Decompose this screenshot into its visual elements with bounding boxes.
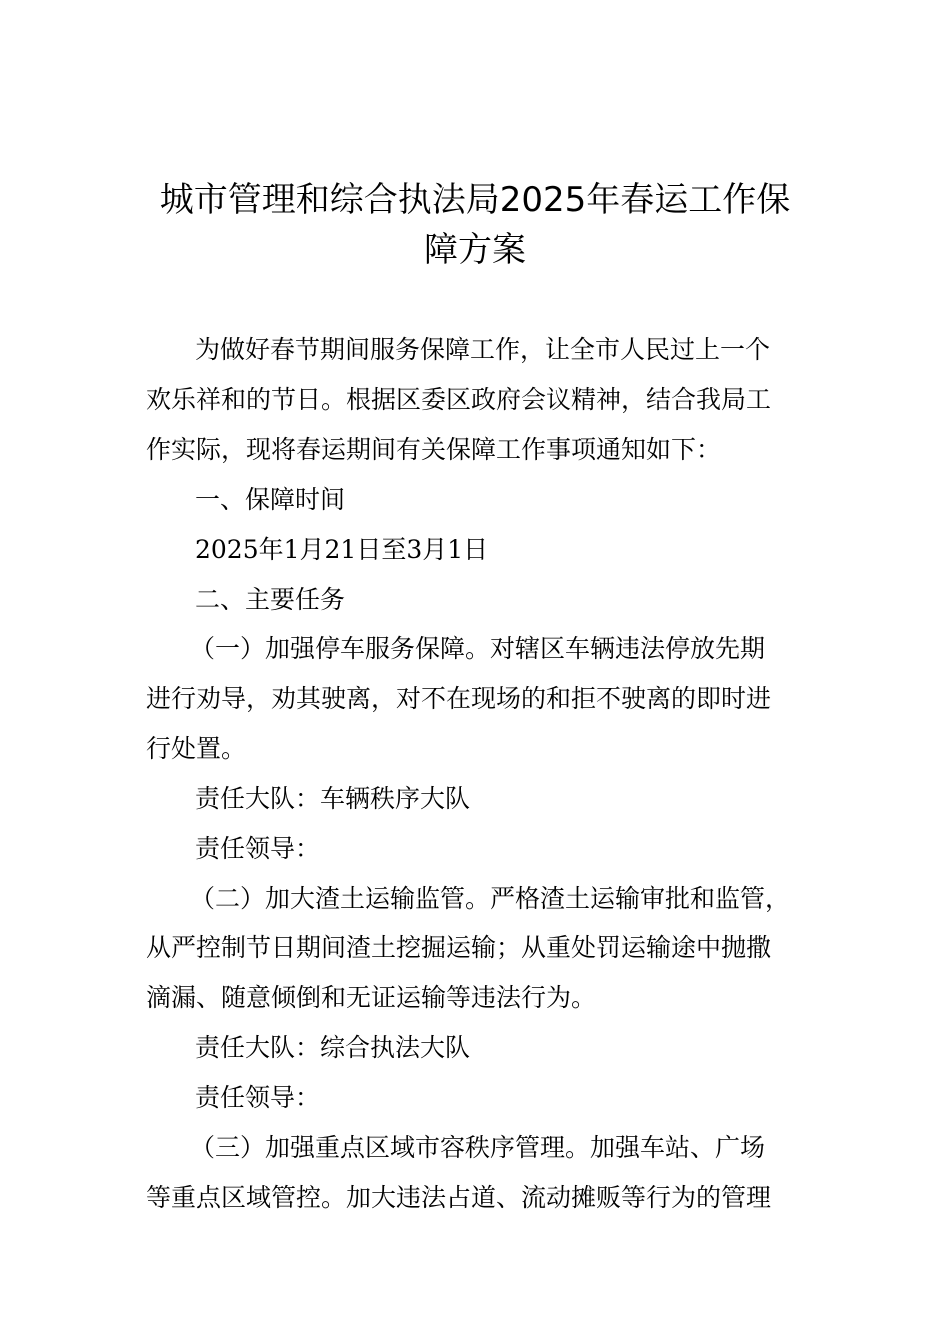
task2-line-3: 滴漏、随意倾倒和无证运输等违法行为。 [146,983,597,1012]
task2-responsible-leader: 责任领导： [195,1083,321,1112]
task1-line-3: 行处置。 [146,734,247,763]
section1-heading: 一、保障时间 [195,485,346,514]
task1-responsible-leader: 责任领导： [195,834,321,863]
document-title-line2: 障方案 [424,230,526,270]
task1-responsible-team: 责任大队：车辆秩序大队 [195,784,471,813]
task2-line-1: （二）加大渣土运输监管。严格渣土运输审批和监管， [190,884,791,913]
document-title-line1: 城市管理和综合执法局2025年春运工作保 [159,180,791,220]
intro-line-3: 作实际，现将春运期间有关保障工作事项通知如下： [146,435,722,464]
task1-line-1: （一）加强停车服务保障。对辖区车辆违法停放先期 [190,634,766,663]
intro-line-2: 欢乐祥和的节日。根据区委区政府会议精神，结合我局工 [146,385,772,414]
task2-line-2: 从严控制节日期间渣土挖掘运输；从重处罚运输途中抛撒 [146,933,772,962]
task2-responsible-team: 责任大队：综合执法大队 [195,1033,471,1062]
intro-line-1: 为做好春节期间服务保障工作，让全市人民过上一个 [195,335,771,364]
section2-heading: 二、主要任务 [195,585,346,614]
section1-content: 2025年1月21日至3月1日 [195,535,489,564]
task3-line-1: （三）加强重点区域市容秩序管理。加强车站、广场 [190,1133,766,1162]
task1-line-2: 进行劝导，劝其驶离，对不在现场的和拒不驶离的即时进 [146,684,772,713]
task3-line-2: 等重点区域管控。加大违法占道、流动摊贩等行为的管理 [146,1183,772,1212]
